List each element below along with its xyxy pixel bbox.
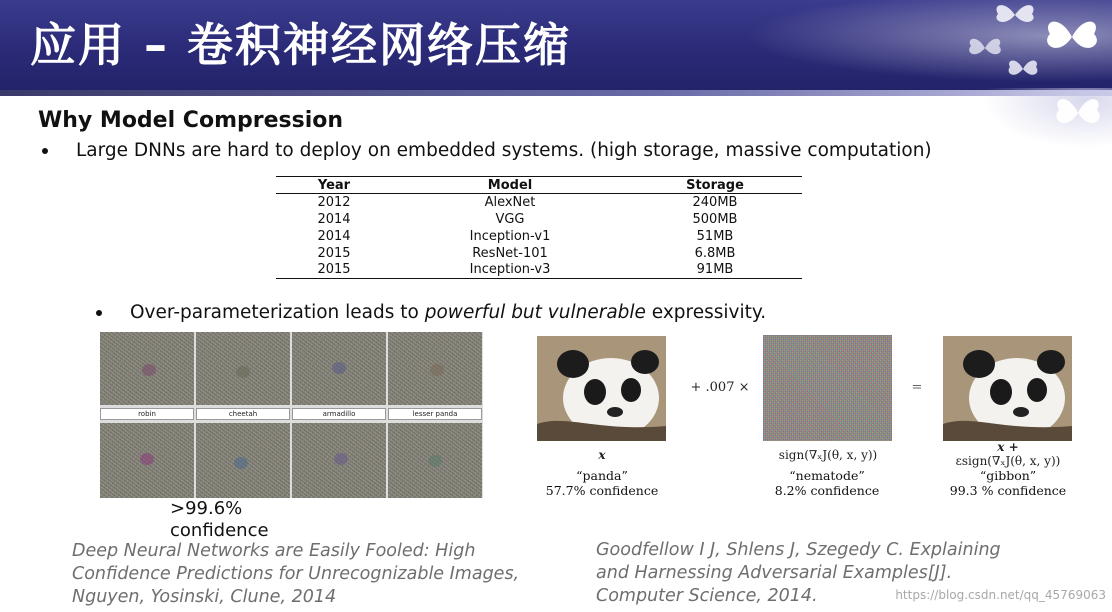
bullet-text-pre: Over-parameterization leads to xyxy=(130,302,425,323)
bullet-text: Large DNNs are hard to deploy on embedded systems. (high storage, massive computation) xyxy=(76,140,932,161)
panda-image xyxy=(537,336,666,441)
noise-label: lesser panda xyxy=(388,408,482,420)
noise-label: robin xyxy=(100,408,194,420)
confidence-value: >99.6% xyxy=(170,498,243,519)
noise-image xyxy=(388,332,482,405)
fooling-confidence xyxy=(170,498,269,542)
adversarial-noise-image xyxy=(763,335,892,441)
butterfly-icon xyxy=(965,34,1005,62)
butterfly-icon xyxy=(990,0,1040,30)
gibbon-confidence: 99.3 % confidence xyxy=(949,483,1067,498)
cell-model: Inception-v3 xyxy=(392,262,628,279)
noise-pattern xyxy=(236,366,250,378)
butterfly-icon xyxy=(1050,92,1106,134)
noise-label: armadillo xyxy=(292,408,386,420)
noise-image xyxy=(100,332,194,405)
model-storage-table xyxy=(276,176,802,279)
reference-nguyen xyxy=(72,540,519,609)
reference-line: Goodfellow I J, Shlens J, Szegedy C. Explaining xyxy=(596,540,1001,560)
noise-image xyxy=(292,423,386,498)
panda-caption xyxy=(532,468,672,498)
cell-model: ResNet-101 xyxy=(472,245,548,261)
cell-model: VGG xyxy=(495,211,525,227)
bullet-dot xyxy=(96,310,102,316)
cell-year: 2014 xyxy=(317,228,351,244)
cell-model: Inception-v1 xyxy=(469,228,551,244)
table-row xyxy=(276,262,802,279)
table-row xyxy=(276,228,802,245)
slide-title: 应用 – 卷积神经网络压缩 xyxy=(30,18,572,72)
cell-year: 2015 xyxy=(276,262,392,279)
panda-illustration xyxy=(943,336,1072,441)
reference-line: and Harnessing Adversarial Examples[J]. xyxy=(596,563,953,583)
nematode-confidence: 8.2% confidence xyxy=(774,483,880,498)
butterfly-icon xyxy=(1005,56,1041,82)
result-formula-line2: εsign(∇ₓJ(θ, x, y)) xyxy=(955,454,1061,468)
cell-model: AlexNet xyxy=(484,194,536,210)
noise-pattern xyxy=(430,364,444,376)
nematode-caption xyxy=(757,468,897,498)
gibbon-caption xyxy=(938,468,1078,498)
noise-pattern xyxy=(428,455,442,467)
column-header-model: Model xyxy=(392,177,628,194)
panda-illustration xyxy=(537,336,666,441)
table-row xyxy=(276,245,802,262)
sign-gradient-formula: sign(∇ₓJ(θ, x, y)) xyxy=(778,448,878,462)
section-heading: Why Model Compression xyxy=(38,108,344,133)
bullet-text-post: expressivity. xyxy=(645,302,767,323)
noise-pattern xyxy=(332,362,346,374)
table-row xyxy=(276,194,802,211)
reference-line: Deep Neural Networks are Easily Fooled: High xyxy=(72,541,476,561)
column-header-storage: Storage xyxy=(628,177,802,194)
bullet-deployment xyxy=(42,140,932,161)
noise-image xyxy=(100,423,194,498)
panda-label: “panda” xyxy=(576,468,628,483)
noise-image xyxy=(388,423,482,498)
noise-image xyxy=(196,423,290,498)
table-header-row xyxy=(276,177,802,194)
title-bar xyxy=(0,0,1112,90)
bullet-dot xyxy=(42,148,48,154)
plus-epsilon-operator: + .007 × xyxy=(690,380,750,395)
bullet-overparameterization xyxy=(96,302,766,323)
cell-storage: 6.8MB xyxy=(694,245,736,261)
noise-pattern xyxy=(140,453,154,465)
reference-line: Computer Science, 2014. xyxy=(596,586,818,606)
cell-storage: 51MB xyxy=(696,228,734,244)
adversarial-panda-image xyxy=(943,336,1072,441)
cell-year: 2015 xyxy=(317,245,351,261)
noise-pattern xyxy=(334,453,348,465)
bullet-text-emphasis: powerful but vulnerable xyxy=(424,302,646,323)
cell-storage: 91MB xyxy=(628,262,802,279)
x-symbol: x xyxy=(598,448,606,462)
noise-image xyxy=(196,332,290,405)
noise-image xyxy=(292,332,386,405)
watermark: https://blog.csdn.net/qq_45769063 xyxy=(895,588,1106,602)
fooling-images-grid xyxy=(100,332,483,498)
cell-year: 2014 xyxy=(317,211,351,227)
result-formula-line1: x + xyxy=(997,440,1019,454)
gibbon-label: “gibbon” xyxy=(979,468,1037,483)
noise-pattern xyxy=(234,457,248,469)
table-row xyxy=(276,211,802,228)
reference-line: Nguyen, Yosinski, Clune, 2014 xyxy=(72,587,337,607)
cell-year: 2012 xyxy=(317,194,351,210)
bullet-text xyxy=(130,302,766,323)
noise-pattern xyxy=(142,364,156,376)
panda-confidence: 57.7% confidence xyxy=(545,483,659,498)
nematode-label: “nematode” xyxy=(789,468,865,483)
title-underline xyxy=(0,90,1112,96)
cell-storage: 240MB xyxy=(692,194,738,210)
column-header-year: Year xyxy=(276,177,392,194)
butterfly-icon xyxy=(1040,14,1104,60)
noise-label: cheetah xyxy=(196,408,290,420)
reference-line: Confidence Predictions for Unrecognizable Images, xyxy=(72,564,520,584)
equals-operator: = xyxy=(911,380,923,395)
confidence-word: confidence xyxy=(170,520,269,541)
cell-storage: 500MB xyxy=(692,211,738,227)
